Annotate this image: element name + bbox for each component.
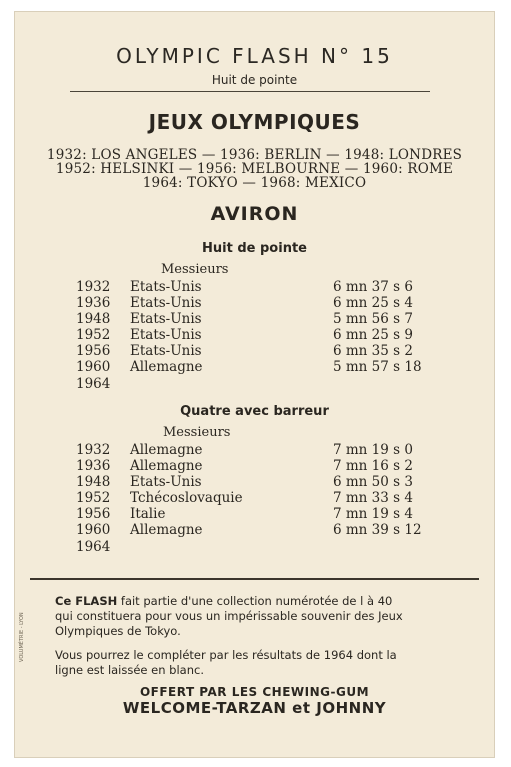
result-time: 7 mn 19 s 4 [333, 506, 413, 522]
result-time: 5 mn 56 s 7 [333, 311, 413, 327]
result-country: Tchécoslovaquie [130, 490, 243, 506]
result-time: 7 mn 33 s 4 [333, 490, 413, 506]
card [15, 12, 494, 757]
result-country: Allemagne [130, 442, 203, 458]
card-subtitle: Huit de pointe [211, 73, 298, 87]
offer-text: OFFERT PAR LES CHEWING-GUM [139, 685, 370, 699]
result-time: 6 mn 37 s 6 [333, 279, 413, 295]
result-time: 5 mn 57 s 18 [333, 359, 422, 375]
result-year: 1948 [76, 311, 111, 327]
result-year: 1964 [76, 539, 111, 555]
result-country: Etats-Unis [130, 311, 202, 327]
result-time: 6 mn 25 s 4 [333, 295, 413, 311]
result-country: Allemagne [130, 522, 203, 538]
result-year: 1960 [76, 522, 111, 538]
result-year: 1964 [76, 376, 111, 392]
footer-line-1 [55, 594, 392, 609]
result-country: Etats-Unis [130, 279, 202, 295]
result-country: Etats-Unis [130, 295, 202, 311]
result-year: 1932 [76, 279, 111, 295]
result-time: 7 mn 16 s 2 [333, 458, 413, 474]
event-title-1: Huit de pointe [202, 241, 307, 256]
footer-lead: Ce FLASH [55, 594, 118, 608]
result-country: Allemagne [130, 359, 203, 375]
event-gender-2: Messieurs [163, 425, 231, 440]
games-heading: JEUX OLYMPIQUES [148, 110, 361, 134]
result-year: 1960 [76, 359, 111, 375]
result-time: 7 mn 19 s 0 [333, 442, 413, 458]
footer-line-1-text: fait partie d'une collection numérotée de l à 40 [117, 594, 393, 608]
games-line-2: 1952: HELSINKI — 1956: MELBOURNE — 1960: ROME [55, 161, 454, 177]
result-time: 6 mn 25 s 9 [333, 327, 413, 343]
games-line-3: 1964: TOKYO — 1968: MEXICO [142, 175, 367, 191]
result-time: 6 mn 39 s 12 [333, 522, 422, 538]
footer-line-5: ligne est laissée en blanc. [55, 663, 204, 677]
top-divider [70, 91, 430, 92]
card-title: OLYMPIC FLASH N° 15 [116, 44, 393, 68]
result-country: Italie [130, 506, 166, 522]
footer-line-4: Vous pourrez le compléter par les résultats de 1964 dont la [55, 648, 397, 662]
result-time: 6 mn 35 s 2 [333, 343, 413, 359]
bottom-divider [30, 578, 479, 580]
result-country: Etats-Unis [130, 327, 202, 343]
footer-line-2: qui constituera pour vous un impérissable souvenir des Jeux [55, 609, 403, 623]
sport-title: AVIRON [210, 203, 299, 225]
result-year: 1952 [76, 490, 111, 506]
printer-mark: VOLUMÉTRIE - LYON [19, 612, 25, 662]
result-year: 1952 [76, 327, 111, 343]
result-year: 1956 [76, 506, 111, 522]
result-year: 1956 [76, 343, 111, 359]
event-title-2: Quatre avec barreur [180, 404, 329, 419]
brand-text: WELCOME-TARZAN et JOHNNY [122, 699, 387, 717]
result-country: Etats-Unis [130, 343, 202, 359]
result-year: 1936 [76, 458, 111, 474]
result-year: 1948 [76, 474, 111, 490]
result-year: 1932 [76, 442, 111, 458]
result-country: Allemagne [130, 458, 203, 474]
event-gender-1: Messieurs [161, 262, 229, 277]
games-line-1: 1932: LOS ANGELES — 1936: BERLIN — 1948: LONDRES [46, 147, 463, 163]
footer-line-3: Olympiques de Tokyo. [55, 624, 181, 638]
result-time: 6 mn 50 s 3 [333, 474, 413, 490]
result-country: Etats-Unis [130, 474, 202, 490]
result-year: 1936 [76, 295, 111, 311]
